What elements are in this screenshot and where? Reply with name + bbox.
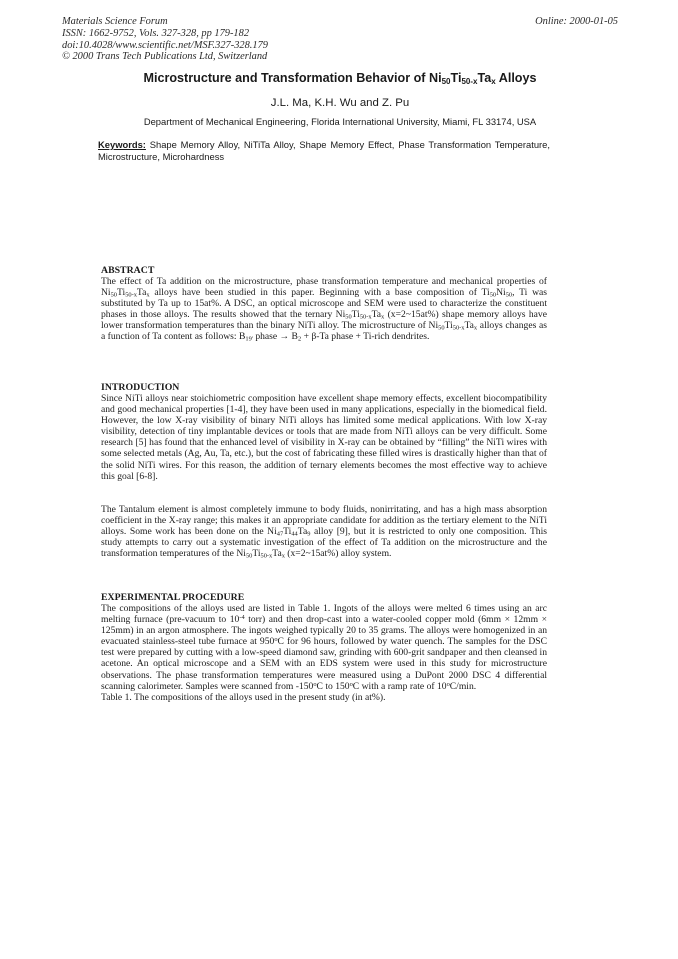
introduction-paragraph-2: The Tantalum element is almost completely immune to body fluids, nonirritating, and has a high mass absorption coefficient in the X-ray range; this makes it an appropriate candidate for addition as the tertiary element to the NiTi alloys. Some work has been done on the $Ni_{47}Ti_{44}Ta_9$ alloy [9], but it is restricted to only one composition. This study attempts to carry out a systematic investigation of the effect of Ta addition on the microstructure and the transformation temperatures of the $Ni_{50}Ti_{50-x}Ta_x$ (x=2~15at%) alloy system. bbox=[101, 504, 548, 560]
experimental-text: The compositions of the alloys used are listed in Table 1. Ingots of the alloys were melted 6 times using an arc melting furnace (pre-vacuum to $10^{-4}$ torr) and then drop-cast into a water-cooled copper mold (6mm × 12mm × 125mm) in an argon atmosphere. The ingots weighed typically 20 to 35 grams. The alloys were homogenized in an evacuated stainless-steel tube furnace at 950$^o$C for 96 hours, followed by water quench. The samples for the DSC test were prepared by cutting with a low-speed diamond saw, grinding with 600-grit sandpaper and then cleansed in acetone. An optical microscope and a SEM with an EDS system were used in this study for microstructure observations. The phase transformation temperatures were measured using a DuPont 2000 DSC 4 differential scanning calorimeter. Samples were scanned from -150$^o$C to 150$^o$C with a ramp rate of 10$^o$C/min. Table 1. The compositions of the alloys used in the present study (in at%). bbox=[101, 603, 548, 703]
introduction-heading: INTRODUCTION bbox=[101, 382, 180, 393]
paper-title: Microstructure and Transformation Behavior of $Ni_{50}Ti_{50-x}Ta_x$ Alloys bbox=[143, 71, 537, 86]
abstract-text: The effect of Ta addition on the microstructure, phase transformation temperature and mechanical properties of $Ni_{50}Ti_{50-x}Ta_x$ alloys have been studied in this paper. Beginning with a base composition of $Ti_{50}Ni_{50}$, Ti was substituted by Ta up to 15at%. A DSC, an optical microscope and SEM were used to characterize the constituent phases in those alloys. The results showed that the ternary $Ni_{50}Ti_{50-x}Ta_x$ (x=2~15at%) shape memory alloys have lower transformation temperatures than the binary NiTi alloy. The microstructure of $Ni_{50}Ti_{50-x}Ta_x$ alloys changes as a function of Ta content as follows: $B_{19'}$ phase → $B_2 + \beta-Ta$ phase + Ti-rich dendrites. bbox=[101, 276, 548, 343]
doi-line[interactable]: doi:10.4028/www.scientific.net/MSF.327-328.179 bbox=[62, 39, 268, 51]
keywords-text: Shape Memory Alloy, NiTiTa Alloy, Shape Memory Effect, Phase Transformation Temperature, Microstructure, Microhardness bbox=[98, 139, 550, 162]
table-caption: Table 1. The compositions of the alloys used in the present study (in at%). bbox=[101, 691, 386, 703]
keywords-label: Keywords: bbox=[98, 139, 146, 150]
abstract-heading: ABSTRACT bbox=[101, 265, 155, 276]
affiliation: Department of Mechanical Engineering, Florida International University, Miami, FL 33174, USA bbox=[143, 116, 537, 127]
online-date: Online: 2000-01-05 bbox=[535, 16, 618, 27]
copyright-line: © 2000 Trans Tech Publications Ltd, Switzerland bbox=[62, 51, 268, 63]
issn-line: ISSN: 1662-9752, Vols. 327-328, pp 179-182 bbox=[62, 27, 250, 39]
experimental-heading: EXPERIMENTAL PROCEDURE bbox=[101, 592, 245, 603]
introduction-paragraph-1: Since NiTi alloys near stoichiometric composition have excellent shape memory effects, excellent biocompatibility and good mechanical properties [1-4], they have been used in many applications, especially in the biomedical field. However, the low X-ray visibility of binary NiTi alloys has limited some medical applications. With low X-ray visibility, detection of tiny implantable devices or tools that are made from NiTi alloys can be very difficult. Some research [5] has found that the enhanced level of visibility in X-ray can be obtained by “filling” the NiTi wires with some selected metals (Ag, Au, Ta, etc.), but the cost of fabricating these filled wires is drastically higher than that of the solid NiTi wires. For this reason, the addition of ternary elements becomes the most effective way to achieve this goal [6-8]. bbox=[101, 393, 547, 482]
journal-name: Materials Science Forum bbox=[62, 16, 168, 27]
journal-header bbox=[62, 16, 462, 63]
author-list: J.L. Ma, K.H. Wu and Z. Pu bbox=[270, 97, 410, 109]
keywords bbox=[98, 139, 550, 163]
